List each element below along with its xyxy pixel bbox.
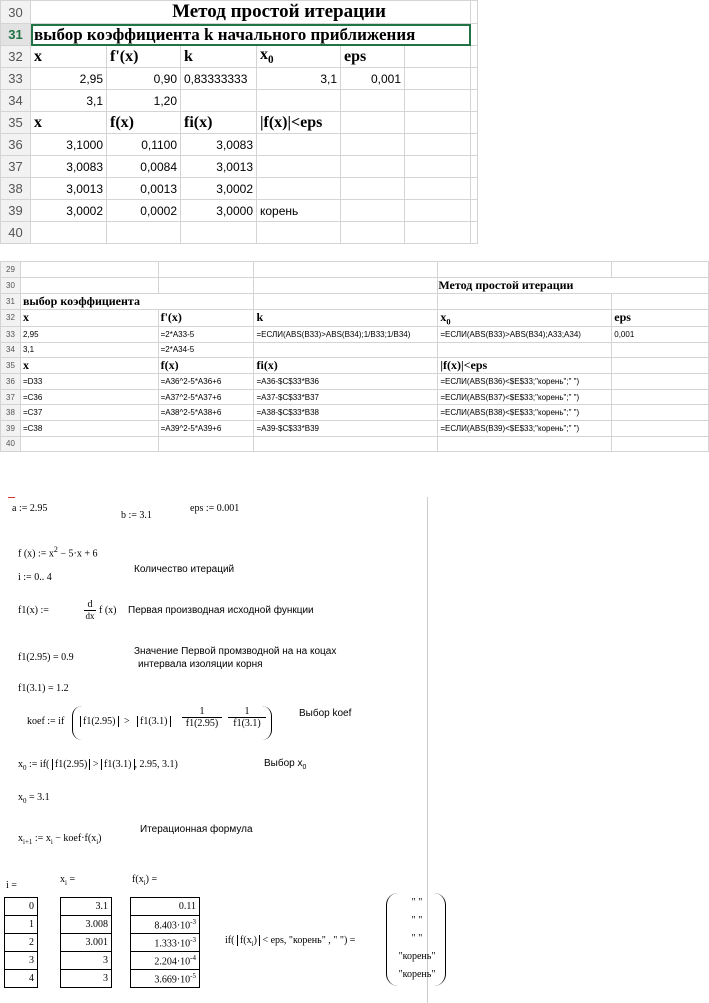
row-header[interactable]: 32 [1, 309, 21, 326]
i-column-header: i = [6, 880, 17, 891]
vector-item: " " [411, 933, 423, 944]
row-header[interactable]: 36 [1, 134, 31, 156]
abs-f1-b: f1(3.1) [101, 759, 135, 770]
row-header[interactable]: 36 [1, 374, 21, 390]
row-header[interactable]: 39 [1, 200, 31, 222]
cell[interactable]: eps [341, 46, 405, 68]
cell[interactable]: 3,1 [257, 68, 341, 90]
cell[interactable]: =A39^2-5*A39+6 [158, 420, 254, 436]
f-def-left: f (x) := x [18, 548, 54, 560]
cell[interactable]: f(x) [107, 112, 181, 134]
cell[interactable]: 0,0084 [107, 156, 181, 178]
vector-item: "корень" [398, 951, 436, 962]
a-definition[interactable]: a := 2.95 [12, 503, 48, 514]
vector-item: "корень" [398, 969, 436, 980]
eq-sign: = [69, 874, 76, 885]
eq-sign: = [151, 874, 158, 885]
cell[interactable]: eps [612, 309, 709, 326]
cell[interactable]: x [20, 309, 158, 326]
row-header[interactable]: 40 [1, 222, 31, 244]
cell[interactable]: fi(x) [254, 358, 438, 374]
row-header[interactable]: 37 [1, 389, 21, 405]
cell[interactable]: =ЕСЛИ(ABS(B33)>ABS(B34);A33;A34) [438, 326, 612, 342]
derivative-d: d [87, 599, 93, 610]
x0-label: x [260, 46, 268, 64]
cell[interactable]: =A38^2-5*A38+6 [158, 405, 254, 421]
x0-sub: 0 [23, 797, 27, 805]
table-cell: 3.008 [61, 916, 112, 934]
i-sub: i [50, 838, 53, 846]
cell[interactable]: =A39-$C$33*B39 [254, 420, 438, 436]
cell[interactable]: x [31, 112, 107, 134]
cell[interactable]: =A36-$C$33*B36 [254, 374, 438, 390]
derivative-operator [84, 599, 96, 621]
f-value: 8.403·10 [154, 920, 191, 932]
x0-result[interactable] [18, 792, 50, 805]
x-var: x [246, 935, 252, 946]
f-value: 3.669·10 [154, 974, 191, 986]
row-header[interactable]: 34 [1, 342, 21, 358]
cell[interactable]: 1,20 [107, 90, 181, 112]
cell[interactable]: 3,1 [20, 342, 158, 358]
vector-item: " " [411, 897, 423, 908]
row-header[interactable]: 38 [1, 178, 31, 200]
cell[interactable]: 0,1100 [107, 134, 181, 156]
if-keyword: if [225, 935, 232, 946]
x0-note [264, 758, 306, 771]
derivative-dx: dx [85, 611, 95, 621]
cell[interactable]: 0,0002 [107, 200, 181, 222]
x0-var: x [18, 792, 23, 803]
x0-var: x [18, 759, 23, 770]
f-value: 2.204·10 [154, 956, 191, 968]
x0-sub: 0 [268, 54, 274, 67]
cell[interactable]: k [254, 309, 438, 326]
f1-note: Первая производная исходной функции [128, 605, 314, 616]
row-header[interactable]: 31 [1, 293, 21, 309]
table-cell: 0 [5, 898, 38, 916]
row-header[interactable]: 33 [1, 326, 21, 342]
x0-if: := if( [29, 759, 50, 770]
cell[interactable]: x [31, 46, 107, 68]
fraction-den: f1(3.1) [228, 717, 266, 729]
i-sub: i [251, 940, 254, 948]
cell[interactable]: 0,0013 [107, 178, 181, 200]
f1-note-line1: Значение Первой промзводной на на коцах [134, 646, 337, 657]
vector-item: " " [411, 915, 423, 926]
row-header[interactable]: 30 [1, 1, 31, 24]
cell[interactable]: 3,0000 [181, 200, 257, 222]
cell[interactable]: 0,83333333 [181, 68, 257, 90]
cell[interactable]: k [181, 46, 257, 68]
cell[interactable] [257, 156, 341, 178]
cell[interactable]: =ЕСЛИ(ABS(B39)<$E$33;"корень";" ") [438, 420, 612, 436]
cell[interactable]: =ЕСЛИ(ABS(B38)<$E$33;"корень";" ") [438, 405, 612, 421]
f-var: f [132, 874, 136, 885]
i-range-definition[interactable]: i := 0.. 4 [18, 572, 52, 583]
table-cell: 3.1 [61, 898, 112, 916]
f1-def-right: f (x) [99, 605, 117, 616]
sheet-values [0, 0, 478, 244]
row-header[interactable]: 35 [1, 358, 21, 374]
x0-sub: 0 [446, 316, 451, 326]
x0-note-text: Выбор x [264, 758, 303, 769]
cell[interactable]: x [20, 358, 158, 374]
f1-def-left[interactable]: f1(x) := [18, 605, 49, 616]
cell[interactable]: 3,0002 [181, 178, 257, 200]
cell[interactable]: =A37^2-5*A37+6 [158, 389, 254, 405]
table-cell: 3 [61, 970, 112, 988]
b-definition[interactable]: b := 3.1 [121, 510, 152, 521]
f-exp: -4 [190, 953, 196, 962]
x-var: x [91, 833, 97, 844]
sheet2-title: Метод простой итерации [438, 277, 709, 293]
cell[interactable]: =A38-$C$33*B38 [254, 405, 438, 421]
cursor-mark [8, 497, 15, 498]
table-cell [131, 898, 200, 916]
abs-f-xi: $f(x_i)$ [237, 935, 260, 946]
abs-f1-a: f1(2.95) [80, 716, 119, 727]
eq-sign: = [349, 935, 356, 946]
f-def-right: − 5·x + 6 [57, 548, 98, 560]
cell[interactable]: =A36^2-5*A36+6 [158, 374, 254, 390]
cell[interactable]: =C36 [20, 389, 158, 405]
koef-def-left[interactable]: koef := if [27, 716, 65, 727]
row-header[interactable]: 31 [1, 24, 31, 46]
row-header[interactable]: 34 [1, 90, 31, 112]
cell[interactable]: 3,0013 [181, 156, 257, 178]
f-exp: -3 [190, 935, 196, 944]
f-table [130, 897, 200, 988]
cell[interactable]: 3,0002 [31, 200, 107, 222]
sheet-formulas [0, 261, 709, 452]
cell[interactable]: корень [257, 200, 341, 222]
row-header[interactable]: 33 [1, 68, 31, 90]
cell[interactable]: 2,95 [20, 326, 158, 342]
iteration-formula[interactable]: $x_{i+1}$ := $x_i$ − $koef\cdot f(x_i)$ [18, 833, 102, 846]
cell[interactable]: f'(x) [158, 309, 254, 326]
cell[interactable]: =ЕСЛИ(ABS(B37)<$E$33;"корень";" ") [438, 389, 612, 405]
f-definition[interactable] [18, 545, 98, 559]
assign-x: := x [34, 833, 51, 844]
table-cell: 3 [5, 952, 38, 970]
table-cell [131, 952, 200, 970]
fraction-num: 1 [199, 706, 205, 717]
i-sub: i [96, 838, 99, 846]
table-cell [131, 970, 200, 988]
table-cell: 1 [5, 916, 38, 934]
f-exp: -5 [190, 971, 196, 980]
table-cell: 3.001 [61, 934, 112, 952]
f-column-header: $f(x_i)$ = [132, 874, 158, 887]
fraction-1 [182, 706, 222, 729]
f-value: 0.11 [178, 901, 196, 912]
table-cell [131, 934, 200, 952]
table-cell [131, 916, 200, 934]
iterations-note: Количество итераций [134, 564, 235, 575]
fraction-2 [228, 706, 266, 729]
cell[interactable]: 3,0013 [31, 178, 107, 200]
x-var: x [138, 874, 144, 885]
cell[interactable]: |f(x)|<eps [438, 358, 612, 374]
x0-note-sub: 0 [302, 764, 307, 771]
fraction-den: f1(2.95) [182, 717, 222, 729]
f-exp: -3 [190, 917, 196, 926]
cell[interactable]: =2*A34-5 [158, 342, 254, 358]
cell[interactable]: f(x) [158, 358, 254, 374]
cell[interactable]: 0,001 [341, 68, 405, 90]
row-header[interactable]: 30 [1, 277, 21, 293]
fraction-num: 1 [244, 706, 250, 717]
cell[interactable]: 2,95 [31, 68, 107, 90]
cell[interactable] [257, 46, 341, 68]
gt-sign: > [92, 759, 99, 770]
i-sub: i [143, 879, 146, 887]
f-value: 1.333·10 [154, 938, 191, 950]
square-exponent: 2 [53, 545, 58, 554]
row-header[interactable]: 32 [1, 46, 31, 68]
cell[interactable]: 3,0083 [181, 134, 257, 156]
i-sub: i [65, 879, 67, 887]
x-var: x [60, 874, 65, 885]
koef-note: Выбор koef [299, 708, 352, 719]
f1-note-line2: интервала изоляции корня [138, 659, 263, 670]
cell[interactable]: 0,001 [612, 326, 709, 342]
koef-f: − koef·f [55, 833, 88, 844]
f-var: f [239, 935, 244, 946]
abs-f1-b: f1(3.1) [137, 716, 171, 727]
gt-sign: > [124, 716, 130, 727]
table-cell: 3 [61, 952, 112, 970]
table-cell: 2 [5, 934, 38, 952]
cell[interactable]: 3,0083 [31, 156, 107, 178]
cell[interactable]: =ЕСЛИ(ABS(B36)<$E$33;"корень";" ") [438, 374, 612, 390]
cell[interactable]: =2*A33-5 [158, 326, 254, 342]
row-header[interactable]: 38 [1, 405, 21, 421]
sheet-title: Метод простой итерации [31, 1, 471, 24]
x0-sub: 0 [23, 764, 27, 772]
cell[interactable]: 3,1 [31, 90, 107, 112]
row-header[interactable]: 40 [1, 436, 21, 452]
result-vector [392, 897, 442, 987]
sheet2-subtitle[interactable]: выбор коэффициента [20, 293, 254, 309]
row-header[interactable]: 37 [1, 156, 31, 178]
abs-f1-a: f1(2.95) [52, 759, 91, 770]
x0-value: = 3.1 [29, 792, 50, 803]
cell[interactable]: f'(x) [107, 46, 181, 68]
f1-at-b[interactable]: f1(3.1) = 1.2 [18, 683, 69, 694]
table-cell: 4 [5, 970, 38, 988]
cell[interactable]: =C37 [20, 405, 158, 421]
eps-definition[interactable]: eps := 0.001 [190, 503, 240, 514]
i-table [4, 897, 38, 988]
x-table [60, 897, 112, 988]
f1-at-a[interactable]: f1(2.95) = 0.9 [18, 652, 74, 663]
cell[interactable] [438, 309, 612, 326]
iteration-note: Итерационная формула [140, 824, 253, 835]
x-var: x [18, 833, 23, 844]
cell[interactable]: =C38 [20, 420, 158, 436]
cell[interactable]: 3,1000 [31, 134, 107, 156]
x0-branches: , 2.95, 3.1) [134, 759, 178, 770]
row-header[interactable]: 39 [1, 420, 21, 436]
i-plus-1-sub: i+1 [23, 838, 33, 846]
x-column-header [60, 874, 75, 887]
cell[interactable]: =ЕСЛИ(ABS(B33)>ABS(B34);1/B33;1/B34) [254, 326, 438, 342]
if-branches: < eps, "корень" , " " [262, 935, 344, 946]
root-check-expression[interactable]: if( $f(x_i)$ < eps, "корень" , " ") = [225, 935, 356, 948]
row-header[interactable]: 35 [1, 112, 31, 134]
cell[interactable]: =D33 [20, 374, 158, 390]
row-header[interactable]: 29 [1, 262, 21, 278]
cell[interactable] [257, 134, 341, 156]
cell[interactable]: =A37-$C$33*B37 [254, 389, 438, 405]
sheet-subtitle[interactable]: выбор коэффициента k начального приближения [31, 24, 471, 46]
cell[interactable]: |f(x)|<eps [257, 112, 341, 134]
cell[interactable] [257, 178, 341, 200]
cell[interactable]: 0,90 [107, 68, 181, 90]
cell[interactable]: fi(x) [181, 112, 257, 134]
x0-label: x [440, 309, 447, 324]
x0-def[interactable] [18, 759, 178, 772]
